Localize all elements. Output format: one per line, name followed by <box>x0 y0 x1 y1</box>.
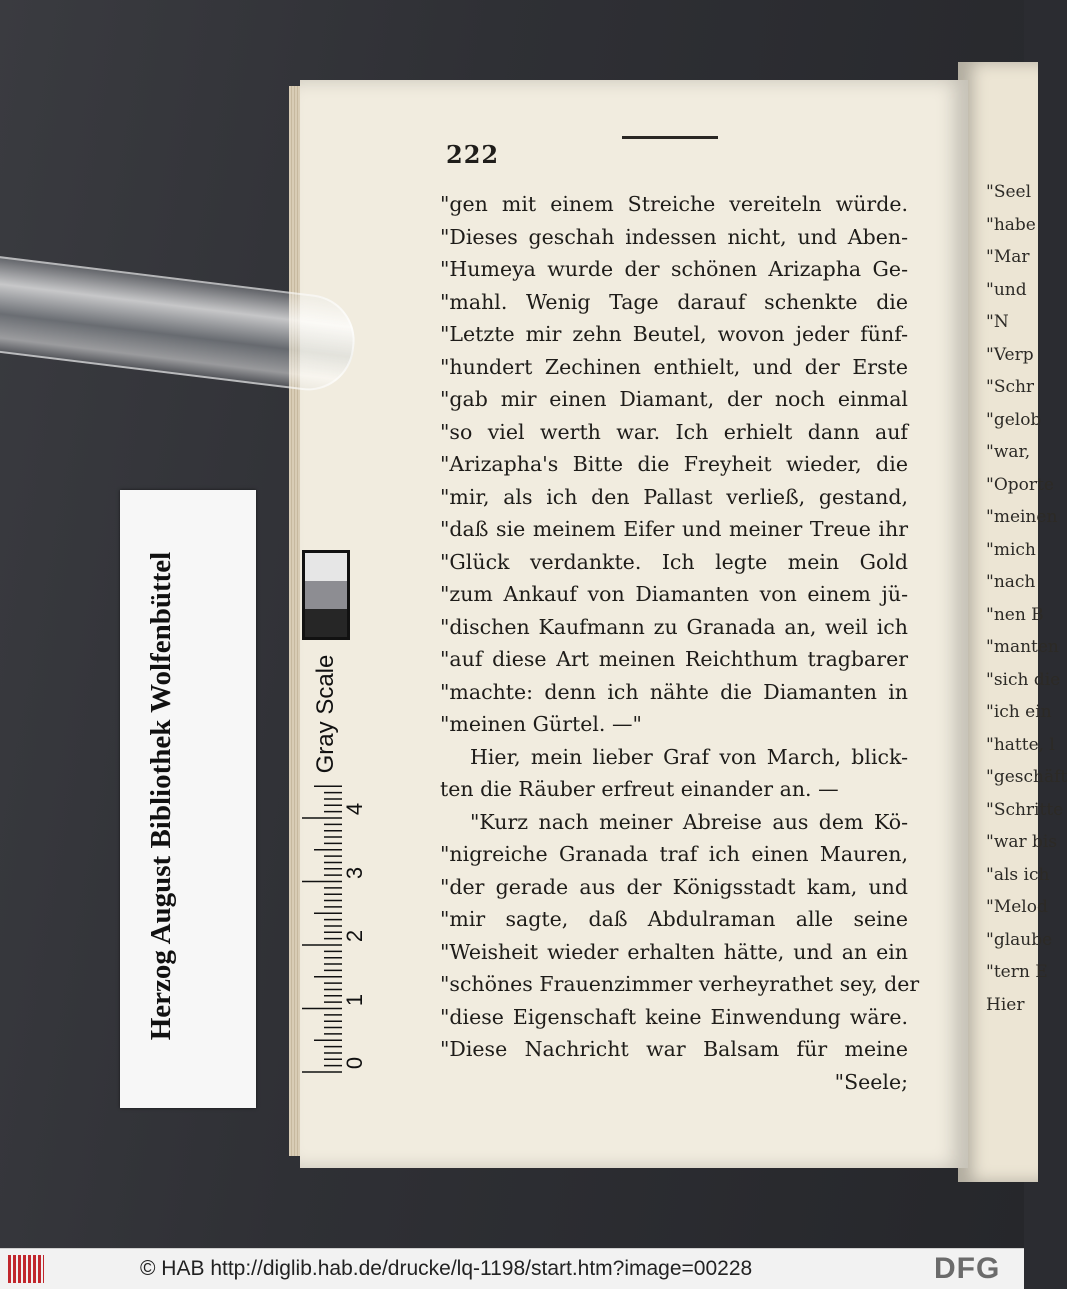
text-line: "der gerade aus der Königsstadt kam, und <box>440 874 908 899</box>
swatch-mid <box>305 581 347 609</box>
text-line: "gab mir einen Diamant, der noch einmal <box>440 387 908 411</box>
text-line: ten die Räuber erfreut einander an. — <box>440 777 839 801</box>
text-line: "Seele; <box>834 1069 908 1094</box>
text-line: "schönes Frauenzimmer verheyrathet sey, der <box>440 972 920 996</box>
scale-number: 4 <box>342 802 367 816</box>
color-scale-ruler <box>120 490 367 1108</box>
text-line: "gen mit einem Streiche vereiteln würde. <box>440 192 908 216</box>
scale-number: 3 <box>342 866 367 879</box>
next-page-fragment: "geschäft <box>986 767 1067 787</box>
next-page-fragment: "Mar <box>986 247 1030 267</box>
text-line: Hier, mein lieber Graf von March, blick- <box>470 744 908 769</box>
scale-number: 2 <box>342 929 367 943</box>
text-line: "Weisheit wieder erhalten hätte, und an ein <box>440 939 908 964</box>
text-line: "hundert Zechinen enthielt, und der Erste <box>440 354 908 379</box>
next-page-fragment: Hier <box>986 994 1025 1015</box>
next-page-fragment: "nach <box>986 572 1036 592</box>
next-page-fragment: "Melod <box>986 897 1048 917</box>
next-page-fragment: "ich ein <box>986 702 1052 722</box>
gray-swatches <box>302 550 350 640</box>
book-page <box>300 80 968 1168</box>
next-page <box>958 62 1067 1182</box>
text-line: "nigreiche Granada traf ich einen Mauren, <box>440 842 908 866</box>
next-page-fragment: "habe <box>986 214 1036 235</box>
dfg-logo: DFG <box>934 1252 1001 1285</box>
page-text <box>440 188 920 1098</box>
ruler-title: Herzog August Bibliothek Wolfenbüttel <box>145 551 177 1041</box>
swatch-dark <box>305 609 347 637</box>
scale-number: 1 <box>342 993 367 1006</box>
next-page-fragment: "N <box>986 312 1009 332</box>
hab-barcode-icon <box>8 1255 44 1283</box>
next-page-fragment: "nen B <box>986 604 1044 625</box>
text-line: "daß sie meinem Eifer und meiner Treue ihr <box>440 517 908 541</box>
text-line: "Kurz nach meiner Abreise aus dem Kö- <box>470 809 908 834</box>
text-line: "mir, als ich den Pallast verließ, gestand, <box>440 484 908 509</box>
text-line: "Humeya wurde der schönen Arizapha Ge- <box>440 257 908 281</box>
text-line: "Letzte mir zehn Beutel, wovon jeder fünf- <box>440 322 908 346</box>
next-page-fragment: "hatte, l <box>986 734 1055 755</box>
text-line: "mir sagte, daß Abdulraman alle seine <box>440 907 908 931</box>
text-line: "zum Ankauf von Diamanten von einem jü- <box>440 582 908 606</box>
next-page-fragment: "Oporte <box>986 474 1054 495</box>
page-number: 222 <box>446 140 500 169</box>
next-page-fragment: "tern E <box>986 962 1048 982</box>
next-page-fragment: "Seel <box>986 182 1032 202</box>
text-line: "mahl. Wenig Tage darauf schenkte die <box>440 289 908 314</box>
swatch-light <box>305 553 347 581</box>
next-page-fragment: "Verp <box>986 344 1034 365</box>
next-page-fragment: "gelob <box>986 409 1042 430</box>
footer-bar <box>0 1248 1024 1289</box>
text-line: "Arizapha's Bitte die Freyheit wieder, die <box>440 452 908 476</box>
text-line: "Diese Nachricht war Balsam für meine <box>440 1037 908 1061</box>
next-page-fragment: "als ich <box>986 864 1050 885</box>
next-page-fragment: "Schritte <box>986 799 1064 820</box>
centimeter-scale <box>300 786 342 1076</box>
next-page-fragment: "mich <box>986 539 1036 560</box>
text-line: "auf diese Art meinen Reichthum tragbarer <box>440 647 908 671</box>
scale-number: 0 <box>342 1056 367 1070</box>
copyright-text[interactable]: © HAB http://diglib.hab.de/drucke/lq-1198/start.htm?image=00228 <box>140 1257 753 1280</box>
text-line: "dischen Kaufmann zu Granada an, weil ich <box>440 614 908 639</box>
next-page-fragment: "war bis <box>986 832 1058 852</box>
text-line: "so viel werth war. Ich erhielt dann auf <box>440 419 908 444</box>
text-line: "meinen Gürtel. —" <box>440 712 642 736</box>
text-line: "Glück verdankte. Ich legte mein Gold <box>440 549 908 574</box>
next-page-fragment: "manten <box>986 637 1059 657</box>
next-page-fragment: "glaube <box>986 929 1053 950</box>
next-page-fragment: "Schr <box>986 377 1035 397</box>
text-line: "Dieses geschah indessen nicht, und Aben- <box>440 224 908 249</box>
gray-scale-label: Gray Scale <box>312 654 339 774</box>
text-line: "diese Eigenschaft keine Einwendung wäre. <box>440 1004 908 1029</box>
next-page-fragment: "sich die <box>986 669 1061 690</box>
text-line: "machte: denn ich nähte die Diamanten in <box>440 679 908 704</box>
next-page-fragment: "und <box>986 279 1027 300</box>
next-page-fragment: "meinen <box>986 507 1058 527</box>
header-rule <box>622 136 718 139</box>
next-page-fragment: "war, <box>986 442 1031 462</box>
